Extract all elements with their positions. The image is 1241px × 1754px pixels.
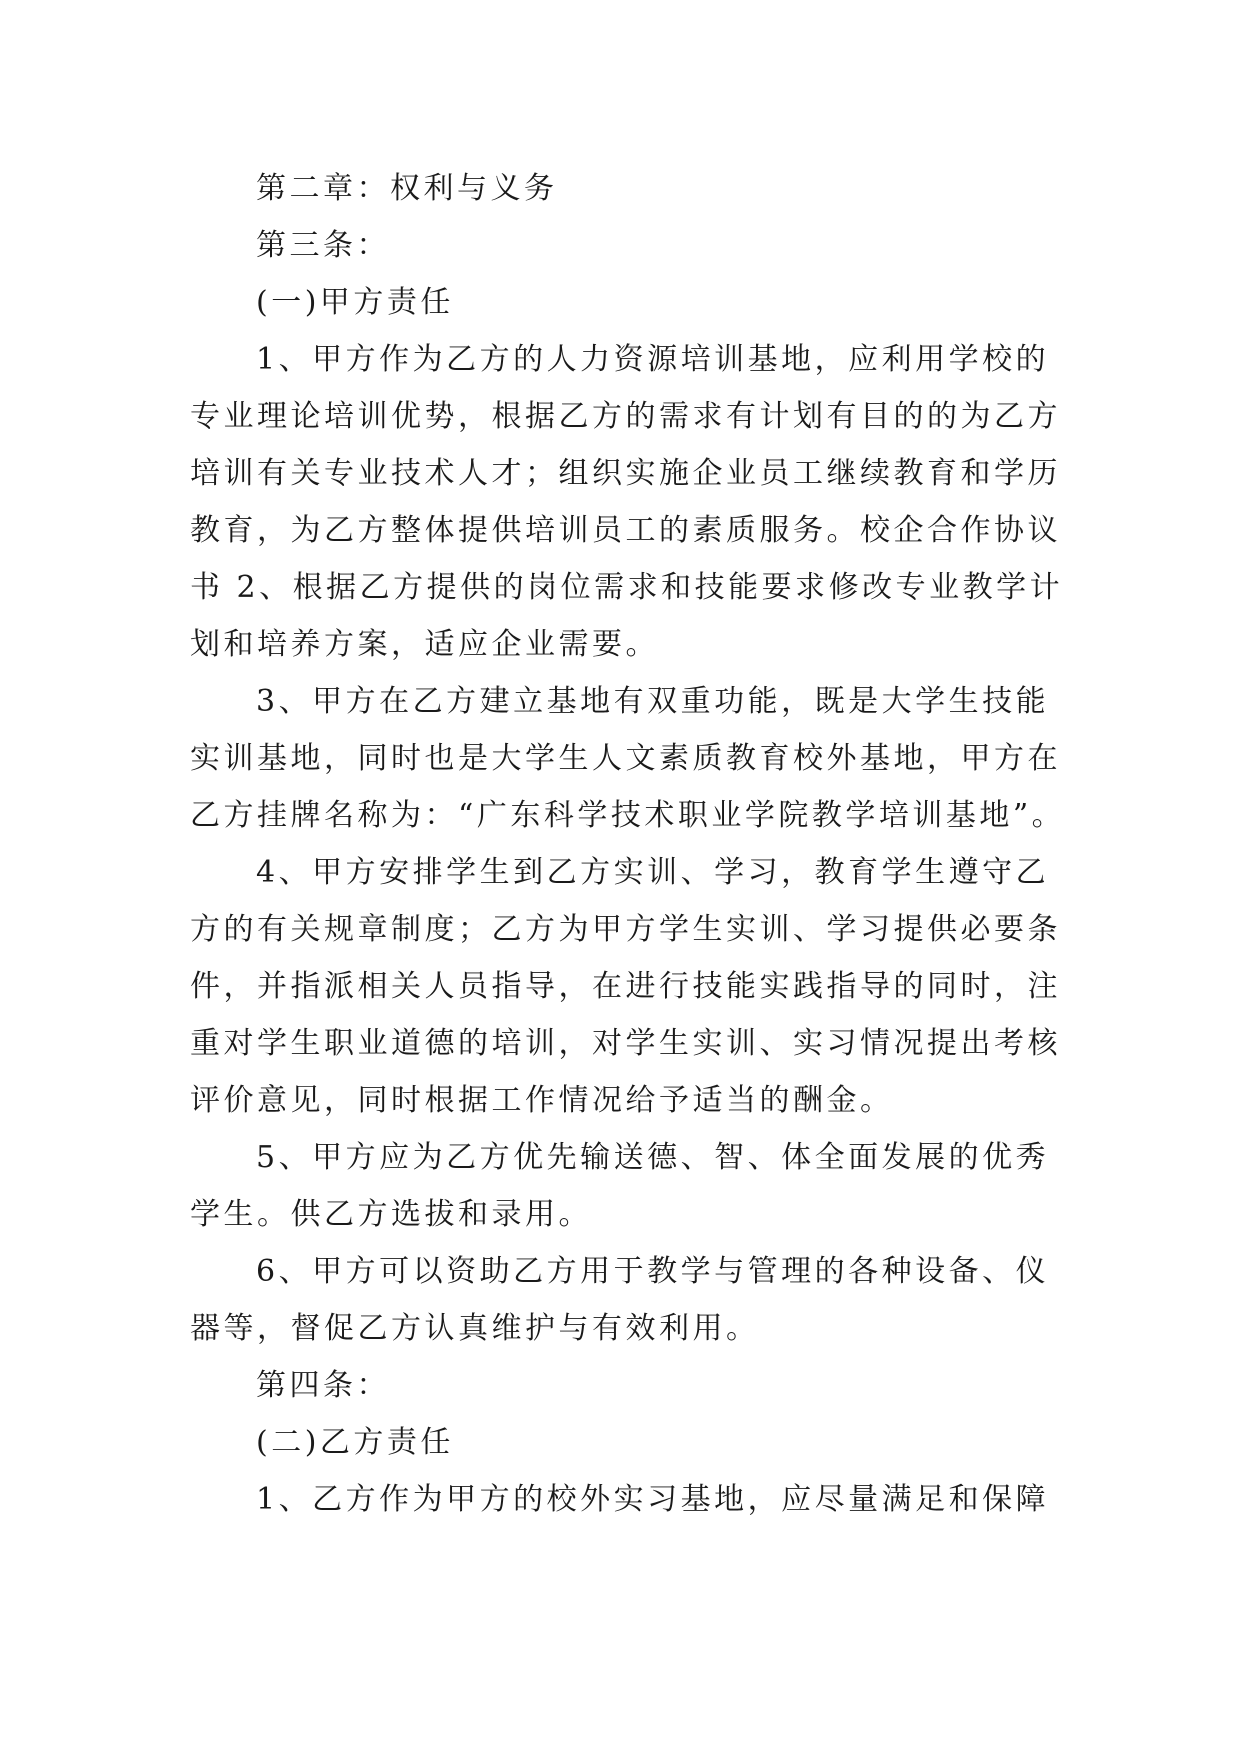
paragraph-line: 划和培养方案，适应企业需要。 (190, 627, 659, 662)
paragraph-line: 5、甲方应为乙方优先输送德、智、体全面发展的优秀 (256, 1140, 1050, 1175)
paragraph-line: 器等，督促乙方认真维护与有效利用。 (190, 1311, 760, 1346)
paragraph-line: 书 2、根据乙方提供的岗位需求和技能要求修改专业教学计 (190, 570, 1064, 605)
paragraph-line: 方的有关规章制度；乙方为甲方学生实训、学习提供必要条 (190, 912, 1061, 947)
paragraph-line: 3、甲方在乙方建立基地有双重功能，既是大学生技能 (256, 684, 1050, 719)
paragraph-line: 件，并指派相关人员指导，在进行技能实践指导的同时，注 (190, 969, 1061, 1004)
paragraph-line: 1、乙方作为甲方的校外实习基地，应尽量满足和保障 (256, 1482, 1050, 1517)
paragraph-line: 学生。供乙方选拔和录用。 (190, 1197, 592, 1232)
section-heading: (二)乙方责任 (256, 1425, 454, 1460)
section-heading: (一)甲方责任 (256, 285, 454, 320)
paragraph-line: 6、甲方可以资助乙方用于教学与管理的各种设备、仪 (256, 1254, 1050, 1289)
paragraph-line: 专业理论培训优势，根据乙方的需求有计划有目的的为乙方 (190, 399, 1061, 434)
paragraph-line: 评价意见，同时根据工作情况给予适当的酬金。 (190, 1083, 894, 1118)
document-page (190, 160, 1070, 1528)
paragraph-line: 乙方挂牌名称为：“广东科学技术职业学院教学培训基地”。 (190, 798, 1066, 833)
paragraph-line: 1、甲方作为乙方的人力资源培训基地，应利用学校的 (256, 342, 1050, 377)
article-heading: 第四条： (256, 1368, 390, 1403)
paragraph-line: 教育，为乙方整体提供培训员工的素质服务。校企合作协议 (190, 513, 1061, 548)
article-heading: 第三条： (256, 228, 390, 263)
chapter-heading: 第二章：权利与义务 (256, 171, 558, 206)
paragraph-line: 培训有关专业技术人才；组织实施企业员工继续教育和学历 (190, 456, 1061, 491)
paragraph-line: 重对学生职业道德的培训，对学生实训、实习情况提出考核 (190, 1026, 1061, 1061)
paragraph-line: 4、甲方安排学生到乙方实训、学习，教育学生遵守乙 (256, 855, 1050, 890)
paragraph-line: 实训基地，同时也是大学生人文素质教育校外基地，甲方在 (190, 741, 1061, 776)
